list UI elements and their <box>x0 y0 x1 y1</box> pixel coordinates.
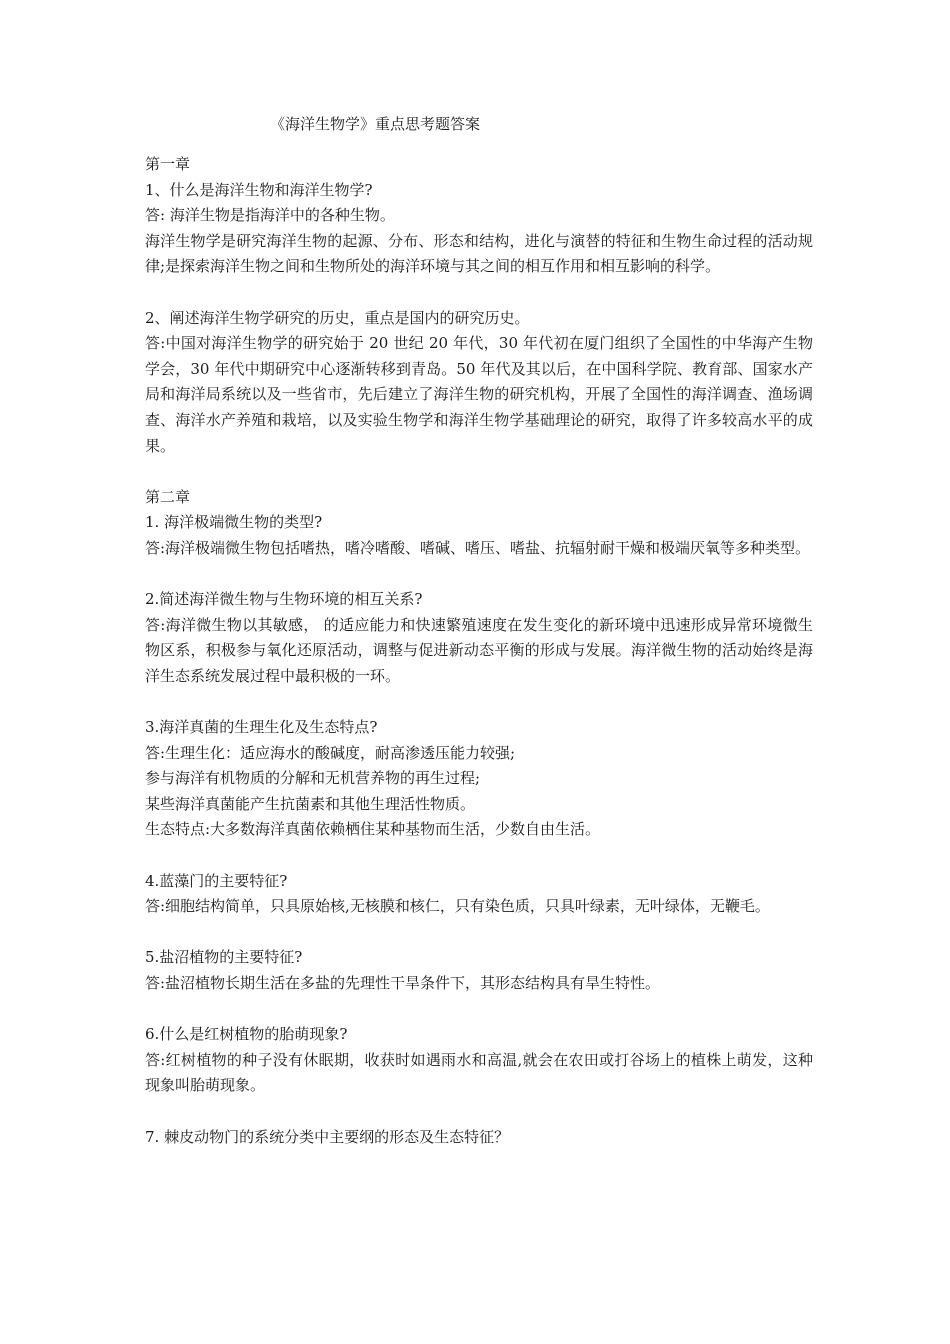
paragraph-text: 答:海洋微生物以其敏感， 的适应能力和快速繁殖速度在发生变化的新环境中迅速形成异常环境微生物区系，积极参与氧化还原活动，调整与促进新动态平衡的形成与发展。海洋微生物的活动始终是海洋生态系统发展过程中最积极的一环。 <box>145 615 813 685</box>
paragraph-text: 答:红树植物的种子没有休眠期，收获时如遇雨水和高温,就会在农田或打谷场上的植株上萌发，这种现象叫胎萌现象。 <box>145 1050 813 1095</box>
text-line: 答:盐沼植物长期生活在多盐的先理性干旱条件下，其形态结构具有旱生特性。 <box>145 974 661 992</box>
text-line: 2、阐述海洋生物学研究的历史，重点是国内的研究历史。 <box>145 308 530 327</box>
text-line: 2.简述海洋微生物与生物环境的相互关系? <box>145 590 423 609</box>
text-line: 5.盐沼植物的主要特征? <box>145 948 303 967</box>
paragraph-text: 答:细胞结构简单，只具原始核,无核膜和核仁，只有染色质，只具叶绿素，无叶绿体，无鞭毛。 <box>145 897 770 916</box>
paragraph-gap <box>145 843 813 869</box>
paragraph-gap <box>145 562 813 588</box>
paragraph-gap <box>145 689 813 715</box>
text-line: 3.海洋真菌的生理生化及生态特点? <box>145 718 378 737</box>
text-line: 1、什么是海洋生物和海洋生物学? <box>145 180 373 199</box>
text-line: 4.蓝藻门的主要特征? <box>145 871 288 890</box>
text-line: 答:生理生化：适应海水的酸碱度，耐高渗透压能力较强; <box>145 743 516 762</box>
paragraph-gap <box>145 997 813 1023</box>
text-line: 第二章 <box>145 487 191 506</box>
document-title: 《海洋生物学》重点思考题答案 <box>270 115 481 133</box>
text-line: 7. 棘皮动物门的系统分类中主要纲的形态及生态特征？ <box>145 1127 510 1146</box>
paragraph-text: 答:海洋极端微生物包括嗜热，嗜冷嗜酸、嗜碱、嗜压、嗜盐、抗辐射耐干燥和极端厌氧等多种类型。 <box>145 538 811 557</box>
text-line: 某些海洋真菌能产生抗菌素和其他生理活性物质。 <box>145 794 476 813</box>
paragraph-gap <box>145 280 813 306</box>
paragraph-text: 海洋生物学是研究海洋生物的起源、分布、形态和结构，进化与演替的特征和生物生命过程的活动规律;是探索海洋生物之间和生物所处的海洋环境与其之间的相互作用和相互影响的科学。 <box>145 231 813 276</box>
text-line: 第一章 <box>145 155 191 173</box>
text-line: 参与海洋有机物质的分解和无机营养物的再生过程; <box>145 769 481 788</box>
text-line: 生态特点:大多数海洋真菌依赖栖住某种基物而生活，少数自由生活。 <box>145 820 601 839</box>
paragraph-text: 答:中国对海洋生物学的研究始于 20 世纪 20 年代，30 年代初在厦门组织了全国性的中华海产生物学会，30 年代中期研究中心逐渐转移到青岛。50 年代及其以后，在中国科学院、教育部、国家水产局和海洋局系统以及一些省市，先后建立了海洋生物的研究机构，开展了全国性的海洋调查、渔场调查、海洋水产养殖和栽培，以及实验生物学和海洋生物学基础理论的研究，取得了许多较高水平的成果。 <box>145 334 813 455</box>
paragraph-gap <box>145 459 813 485</box>
text-line: 1. 海洋极端微生物的类型? <box>145 513 323 532</box>
text-line: 6.什么是红树植物的胎萌现象? <box>145 1025 348 1044</box>
text-line: 答: 海洋生物是指海洋中的各种生物。 <box>145 206 395 225</box>
document-body <box>145 152 813 1150</box>
paragraph-gap <box>145 1099 813 1125</box>
paragraph-gap <box>145 920 813 946</box>
